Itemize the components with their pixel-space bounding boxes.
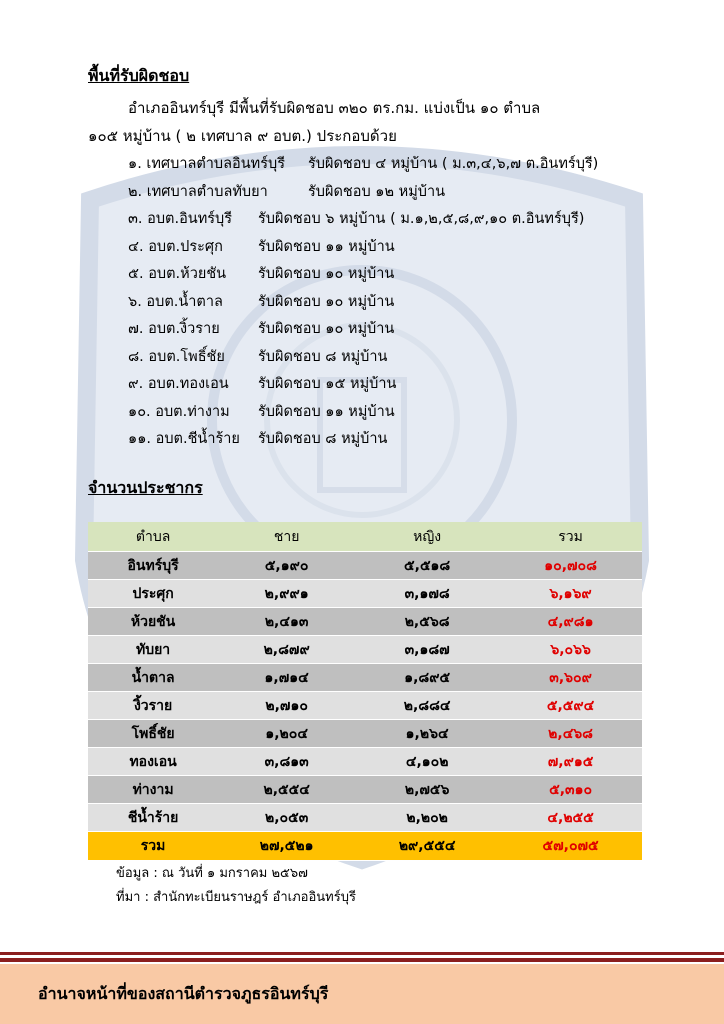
cell-total: ๔,๒๕๕	[499, 804, 642, 832]
cell-female: ๒,๕๖๘	[355, 608, 499, 636]
cell-female: ๑,๘๙๕	[355, 664, 499, 692]
cell-female: ๒,๗๕๖	[355, 776, 499, 804]
cell-total: ๕,๓๑๐	[499, 776, 642, 804]
total-male: ๒๗,๕๒๑	[218, 832, 355, 861]
area-intro-line-1: อำเภออินทร์บุรี มีพื้นที่รับผิดชอบ ๓๒๐ ตร.กม. แบ่งเป็น ๑๐ ตำบล	[128, 99, 541, 117]
header-subdistrict: ตำบล	[88, 522, 218, 552]
item-resp: รับผิดชอบ ๑๐ หมู่บ้าน	[258, 321, 395, 337]
item-resp: รับผิดชอบ ๘ หมู่บ้าน	[258, 431, 388, 447]
cell-female: ๑,๒๖๔	[355, 720, 499, 748]
cell-subdistrict: ทองเอน	[88, 748, 218, 776]
cell-male: ๒,๕๕๔	[218, 776, 355, 804]
item-resp: รับผิดชอบ ๑๒ หมู่บ้าน	[308, 183, 446, 200]
footer-divider	[0, 952, 724, 962]
item-resp: รับผิดชอบ ๑๐ หมู่บ้าน	[258, 266, 395, 282]
area-section-title: พื้นที่รับผิดชอบ	[88, 66, 190, 85]
table-row	[88, 804, 642, 832]
cell-total: ๕,๕๙๔	[499, 692, 642, 720]
table-row	[88, 552, 642, 580]
cell-male: ๒,๙๙๑	[218, 580, 355, 608]
cell-subdistrict: งิ้วราย	[88, 692, 218, 720]
item-resp: รับผิดชอบ ๑๑ หมู่บ้าน	[258, 238, 395, 255]
item-name: ๒. เทศบาลตำบลทับยา	[128, 183, 268, 200]
cell-male: ๑,๒๐๔	[218, 720, 355, 748]
item-name: ๔. อบต.ประศุก	[128, 238, 223, 255]
cell-female: ๕,๕๑๘	[355, 552, 499, 580]
cell-subdistrict: ทับยา	[88, 636, 218, 664]
cell-male: ๑,๗๑๔	[218, 664, 355, 692]
cell-total: ๖,๐๖๖	[499, 636, 642, 664]
item-resp: รับผิดชอบ ๑๐ หมู่บ้าน	[258, 293, 395, 310]
footer-title: อำนาจหน้าที่ของสถานีตำรวจภูธรอินทร์บุรี	[38, 984, 329, 1003]
item-resp: รับผิดชอบ ๑๑ หมู่บ้าน	[258, 403, 395, 420]
item-name: ๑๑. อบต.ชีน้ำร้าย	[128, 431, 240, 447]
header-male: ชาย	[218, 522, 355, 552]
cell-male: ๓,๘๑๓	[218, 748, 355, 776]
table-row	[88, 636, 642, 664]
cell-total: ๑๐,๗๐๘	[499, 552, 642, 580]
table-row	[88, 580, 642, 608]
cell-female: ๒,๒๐๒	[355, 804, 499, 832]
cell-male: ๒,๔๑๓	[218, 608, 355, 636]
total-all: ๕๗,๐๗๕	[499, 832, 642, 861]
cell-female: ๓,๑๗๘	[355, 580, 499, 608]
cell-total: ๒,๔๖๘	[499, 720, 642, 748]
table-row	[88, 608, 642, 636]
cell-total: ๓,๖๐๙	[499, 664, 642, 692]
table-total-row	[88, 832, 642, 861]
cell-female: ๓,๑๘๗	[355, 636, 499, 664]
item-resp: รับผิดชอบ ๔ หมู่บ้าน ( ม.๓,๔,๖,๗ ต.อินทร์บุรี)	[308, 156, 599, 172]
cell-female: ๒,๘๘๔	[355, 692, 499, 720]
cell-subdistrict: ท่างาม	[88, 776, 218, 804]
item-name: ๘. อบต.โพธิ์ชัย	[128, 348, 225, 365]
cell-female: ๔,๑๐๒	[355, 748, 499, 776]
population-section-title: จำนวนประชากร	[88, 478, 203, 497]
item-name: ๑๐. อบต.ท่างาม	[128, 403, 230, 420]
header-female: หญิง	[355, 522, 499, 552]
item-resp: รับผิดชอบ ๑๕ หมู่บ้าน	[258, 376, 397, 392]
cell-male: ๒,๘๗๙	[218, 636, 355, 664]
item-name: ๓. อบต.อินทร์บุรี	[128, 211, 233, 227]
item-name: ๖. อบต.น้ำตาล	[128, 293, 223, 310]
header-total: รวม	[499, 522, 642, 552]
data-source-note: ที่มา : สำนักทะเบียนราษฎร์ อำเภออินทร์บุรี	[116, 890, 356, 905]
table-row	[88, 664, 642, 692]
cell-total: ๔,๙๘๑	[499, 608, 642, 636]
cell-subdistrict: น้ำตาล	[88, 664, 218, 692]
item-name: ๙. อบต.ทองเอน	[128, 376, 229, 392]
item-name: ๗. อบต.งิ้วราย	[128, 321, 220, 337]
area-intro-line-2: ๑๐๕ หมู่บ้าน ( ๒ เทศบาล ๙ อบต.) ประกอบด้วย	[88, 127, 397, 145]
total-female: ๒๙,๕๕๔	[355, 832, 499, 861]
cell-male: ๒,๐๕๓	[218, 804, 355, 832]
item-resp: รับผิดชอบ ๘ หมู่บ้าน	[258, 348, 388, 365]
cell-total: ๗,๙๑๕	[499, 748, 642, 776]
data-date-note: ข้อมูล : ณ วันที่ ๑ มกราคม ๒๕๖๗	[116, 866, 308, 881]
table-row	[88, 720, 642, 748]
cell-subdistrict: ห้วยชัน	[88, 608, 218, 636]
table-row	[88, 776, 642, 804]
total-label: รวม	[88, 832, 218, 861]
cell-subdistrict: ประศุก	[88, 580, 218, 608]
footer-band	[0, 964, 724, 1024]
table-row	[88, 692, 642, 720]
item-name: ๕. อบต.ห้วยชัน	[128, 266, 227, 282]
cell-subdistrict: อินทร์บุรี	[88, 552, 218, 580]
table-row	[88, 748, 642, 776]
item-resp: รับผิดชอบ ๖ หมู่บ้าน ( ม.๑,๒,๕,๘,๙,๑๐ ต.อินทร์บุรี)	[258, 211, 585, 227]
cell-subdistrict: ชีน้ำร้าย	[88, 804, 218, 832]
table-header-row	[88, 522, 642, 552]
cell-male: ๒,๗๑๐	[218, 692, 355, 720]
cell-total: ๖,๑๖๙	[499, 580, 642, 608]
cell-subdistrict: โพธิ์ชัย	[88, 720, 218, 748]
item-name: ๑. เทศบาลตำบลอินทร์บุรี	[128, 156, 285, 172]
cell-male: ๕,๑๙๐	[218, 552, 355, 580]
population-table	[88, 522, 642, 861]
